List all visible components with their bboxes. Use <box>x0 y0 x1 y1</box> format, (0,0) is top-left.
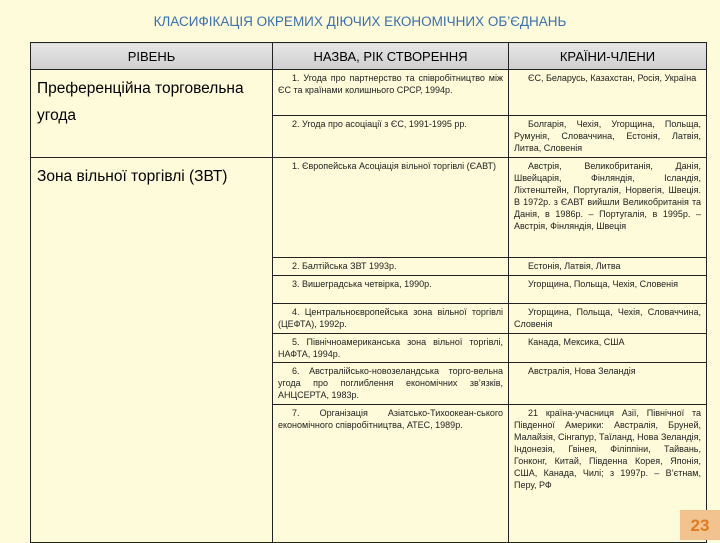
name-cell: 1. Європейська Асоціація вільної торгівлі (ЄАВТ) <box>273 158 509 258</box>
header-name: НАЗВА, РІК СТВОРЕННЯ <box>273 43 509 70</box>
members-cell <box>509 405 707 543</box>
members-cell: Угорщина, Польща, Чехія, Словенія <box>509 276 707 304</box>
members-cell: Угорщина, Польща, Чехія, Словаччина, Словенія <box>509 304 707 334</box>
level-cell: Преференційна торговельна угода <box>31 70 273 158</box>
members-text: 21 країна-учасниця Азії, Північної та Південної Америки: Австралія, Бруней, Малайзія, Сінгапур, Таїланд, Нова Зеландія, Індонезія, Гвінея, Філіппіни, Тайвань, Гонконг, Китай, Південна Корея, Японія, США, Канада, Чилі; з 1997р. – В’єтнам, Перу, РФ <box>514 408 701 490</box>
page-title: КЛАСИФІКАЦІЯ ОКРЕМИХ ДІЮЧИХ ЕКОНОМІЧНИХ ОБ’ЄДНАНЬ <box>153 14 567 29</box>
table-row <box>31 70 707 116</box>
name-cell: 6. Австралійсько-новозеландська торго-вельна угода про поглиблення економічних зв’язків, АНЦСЕРТА, 1983р. <box>273 363 509 405</box>
classification-table <box>30 42 707 543</box>
level-cell: Зона вільної торгівлі (ЗВТ) <box>31 158 273 543</box>
name-cell: 2. Угода про асоціації з ЄС, 1991-1995 рр. <box>273 116 509 158</box>
page-number: 23 <box>680 510 720 540</box>
name-cell: 7. Організація Азіатсько-Тихоокеан-ського економічного співробітництва, АТЕС, 1989р. <box>273 405 509 543</box>
members-cell: Естонія, Латвія, Литва <box>509 258 707 276</box>
name-cell: 2. Балтійська ЗВТ 1993р. <box>273 258 509 276</box>
members-cell: Болгарія, Чехія, Угорщина, Польща, Румунія, Словаччина, Естонія, Латвія, Литва, Словенія <box>509 116 707 158</box>
members-cell: Австралія, Нова Зеландія <box>509 363 707 405</box>
header-row <box>31 43 707 70</box>
name-cell: 4. Центральноєвропейська зона вільної торгівлі (ЦЕФТА), 1992р. <box>273 304 509 334</box>
header-level: РІВЕНЬ <box>31 43 273 70</box>
members-cell: Канада, Мексика, США <box>509 334 707 363</box>
name-cell: 5. Північноамериканська зона вільної торгівлі, НАФТА, 1994р. <box>273 334 509 363</box>
name-cell: 1. Угода про партнерство та співробітництво між ЄС та країнами колишнього СРСР, 1994р. <box>273 70 509 116</box>
header-members: КРАЇНИ-ЧЛЕНИ <box>509 43 707 70</box>
table-row <box>31 158 707 258</box>
name-cell: 3. Вишеградська четвірка, 1990р. <box>273 276 509 304</box>
members-cell: Австрія, Великобританія, Данія, Швейцарія, Фінляндія, Ісландія, Ліхтенштейн, Португалія, Норвегія, Швеція. В 1972р. з ЄАВТ вийшли Великобританія та Данія, в 1986р. – Португалія, в 1995р. – Австрія, Фінляндія, Швеція <box>509 158 707 258</box>
members-cell: ЄС, Беларусь, Казахстан, Росія, Україна <box>509 70 707 116</box>
